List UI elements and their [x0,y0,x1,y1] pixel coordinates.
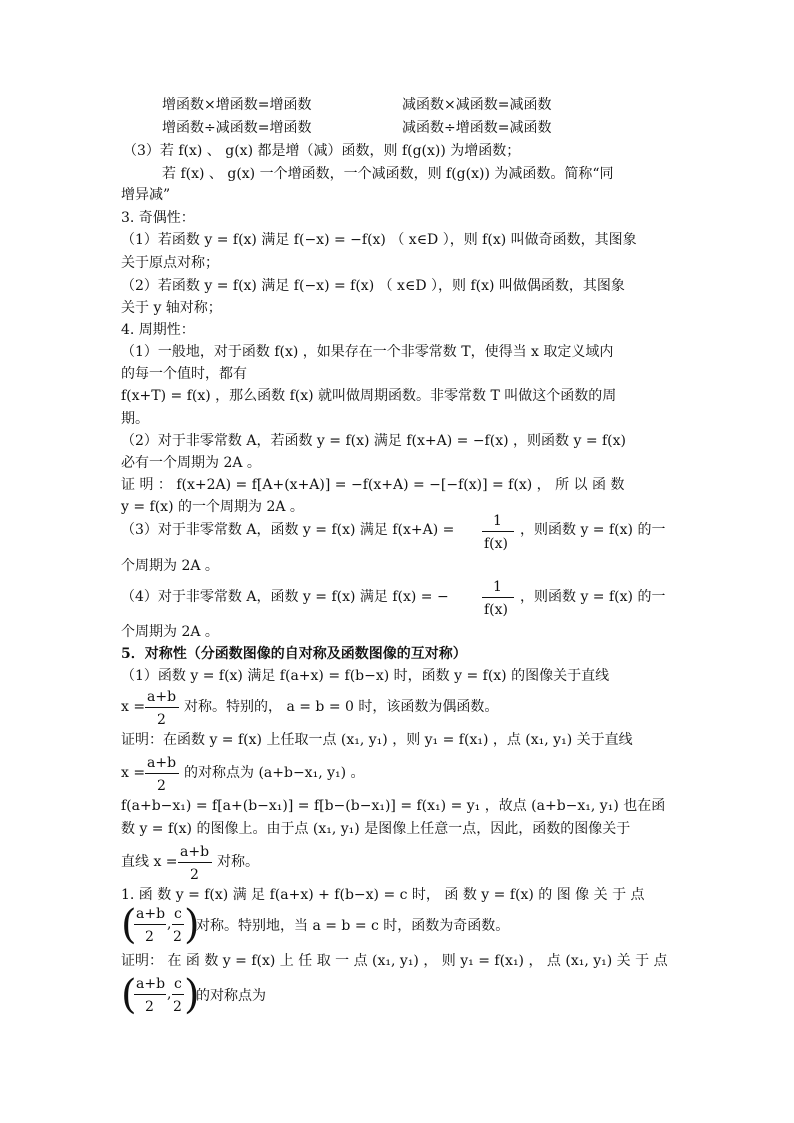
symmetry-proof1-line5-numerator: a+b [180,844,210,860]
symmetry-proof1-numerator: a+b [147,755,177,771]
fraction-bar [145,773,179,774]
right-paren: ) [184,972,200,1018]
period-item4-suffix: ，则函数 y = f(x) 的一 [520,589,666,605]
rule-row2-right: 减函数÷增函数=减函数 [402,120,552,136]
symmetry-proof1-denominator: 2 [157,778,166,794]
symmetry-item1-denominator: 2 [157,712,166,728]
symmetry-proof1-suffix: 的对称点为 (a+b−x₁, y₁) 。 [184,765,365,781]
period-item3-numerator: 1 [493,513,502,529]
period-item1-line3: f(x+T) = f(x) ，那么函数 f(x) 就叫做周期函数。非零常数 T 叫做这个函数的周 [121,388,617,404]
symmetry-item1-suffix: 对称。特别的， a = b = 0 时，该函数为偶函数。 [184,699,499,715]
period-item4-numerator: 1 [493,579,502,595]
symmetry-proof2-suffix: 的对称点为 [196,988,266,1004]
period-item1-line2: 的每一个值时，都有 [121,366,247,382]
symmetry-proof1-line5-denominator: 2 [190,867,199,883]
left-paren: ( [121,902,137,948]
period-item4-denominator: f(x) [484,602,509,618]
symmetry-proof2-line1: 证明： 在 函 数 y = f(x) 上 任 取 一 点 (x₁, y₁) ， 则 y₁ = f(x₁) ， 点 (x₁, y₁) 关 于 点 [121,953,668,969]
comma: , [167,916,172,932]
parity-item2-line1: （2）若函数 y = f(x) 满足 f(−x) = f(x) （ x∈D ），则 f(x) 叫做偶函数，其图象 [121,278,625,294]
fraction-bar [482,597,514,598]
parity-item1-line1: （1）若函数 y = f(x) 满足 f(−x) = −f(x) （ x∈D ），则 f(x) 叫做奇函数，其图象 [121,232,637,248]
symmetry-proof1-line4: 数 y = f(x) 的图像上。由于点 (x₁, y₁) 是图像上任意一点，因此，函数的图像关于 [121,821,631,837]
period-item3-prefix: （3）对于非零常数 A，函数 y = f(x) 满足 f(x+A) = [121,522,455,538]
comma: , [167,986,172,1002]
rule-row1-right: 减函数×减函数=减函数 [402,97,552,113]
symmetry-proof2-den2: 2 [173,999,182,1015]
symmetry-proof2-num2: c [174,976,182,992]
period-item4-prefix: （4）对于非零常数 A，函数 y = f(x) 满足 f(x) = − [121,589,449,605]
symmetry-proof1-line5-suffix: 对称。 [217,854,259,870]
parity-item2-line2: 关于 y 轴对称； [121,300,222,316]
period-item3-denominator: f(x) [484,536,509,552]
symmetry-item1-line1: （1）函数 y = f(x) 满足 f(a+x) = f(b−x) 时，函数 y = f(x) 的图像关于直线 [121,668,610,684]
period-proof-line2: y = f(x) 的一个周期为 2A 。 [121,499,304,515]
symmetry-item2-suffix: 对称。特别地，当 a = b = c 时，函数为奇函数。 [196,918,510,934]
symmetry-heading: 5．对称性（分函数图像的自对称及函数图像的互对称） [121,646,467,662]
period-item4-line2: 个周期为 2A 。 [121,624,219,640]
fraction-bar [134,924,166,925]
fraction-bar [482,531,514,532]
period-item3-suffix: ，则函数 y = f(x) 的一 [520,522,666,538]
composite-line1: （3）若 f(x) 、 g(x) 都是增（减）函数，则 f(g(x)) 为增函数； [123,143,521,159]
period-heading: 4. 周期性： [121,322,195,338]
period-item3-line2: 个周期为 2A 。 [121,558,219,574]
parity-item1-line2: 关于原点对称； [121,255,219,271]
composite-line2: 若 f(x) 、 g(x) 一个增函数，一个减函数，则 f(g(x)) 为减函数。简称“同 [162,166,614,182]
symmetry-item1-numerator: a+b [147,689,177,705]
symmetry-item2-line1: 1. 函 数 y = f(x) 满 足 f(a+x) + f(b−x) = c 时， 函 数 y = f(x) 的 图 像 关 于 点 [121,887,645,903]
period-item2-line2: 必有一个周期为 2A 。 [121,455,261,471]
parity-heading: 3. 奇偶性： [121,210,195,226]
symmetry-item2-den1: 2 [145,929,154,945]
rule-row2-left: 增函数÷减函数=增函数 [162,120,312,136]
symmetry-proof1-line3: f(a+b−x₁) = f[a+(b−x₁)] = f[b−(b−x₁)] = f(x₁) = y₁ ，故点 (a+b−x₁, y₁) 也在函 [121,798,666,814]
rule-row1-left: 增函数×增函数=增函数 [162,97,312,113]
symmetry-item1-x: x = [121,699,146,715]
symmetry-proof1-x: x = [121,765,146,781]
symmetry-item2-num1: a+b [136,906,166,922]
period-item1-line1: （1）一般地，对于函数 f(x) ，如果存在一个非零常数 T，使得当 x 取定义域内 [121,344,614,360]
period-item2-line1: （2）对于非零常数 A，若函数 y = f(x) 满足 f(x+A) = −f(x) ，则函数 y = f(x) [121,433,627,449]
left-paren: ( [121,972,137,1018]
composite-line3: 增异减” [121,187,171,203]
symmetry-item2-num2: c [174,906,182,922]
symmetry-proof2-num1: a+b [136,976,166,992]
symmetry-proof2-den1: 2 [145,999,154,1015]
fraction-bar [178,862,212,863]
period-proof-line1: 证 明 ： f(x+2A) = f[A+(x+A)] = −f(x+A) = −[−f(x)] = f(x) ， 所 以 函 数 [121,477,625,493]
fraction-bar [172,924,184,925]
fraction-bar [134,994,166,995]
symmetry-item2-den2: 2 [173,929,182,945]
right-paren: ) [184,902,200,948]
fraction-bar [172,994,184,995]
fraction-bar [145,707,179,708]
symmetry-proof1-line1: 证明：在函数 y = f(x) 上任取一点 (x₁, y₁) ，则 y₁ = f(x₁) ，点 (x₁, y₁) 关于直线 [121,732,633,748]
symmetry-proof1-line5-prefix: 直线 x = [121,854,178,870]
period-item1-line4: 期。 [121,411,149,427]
